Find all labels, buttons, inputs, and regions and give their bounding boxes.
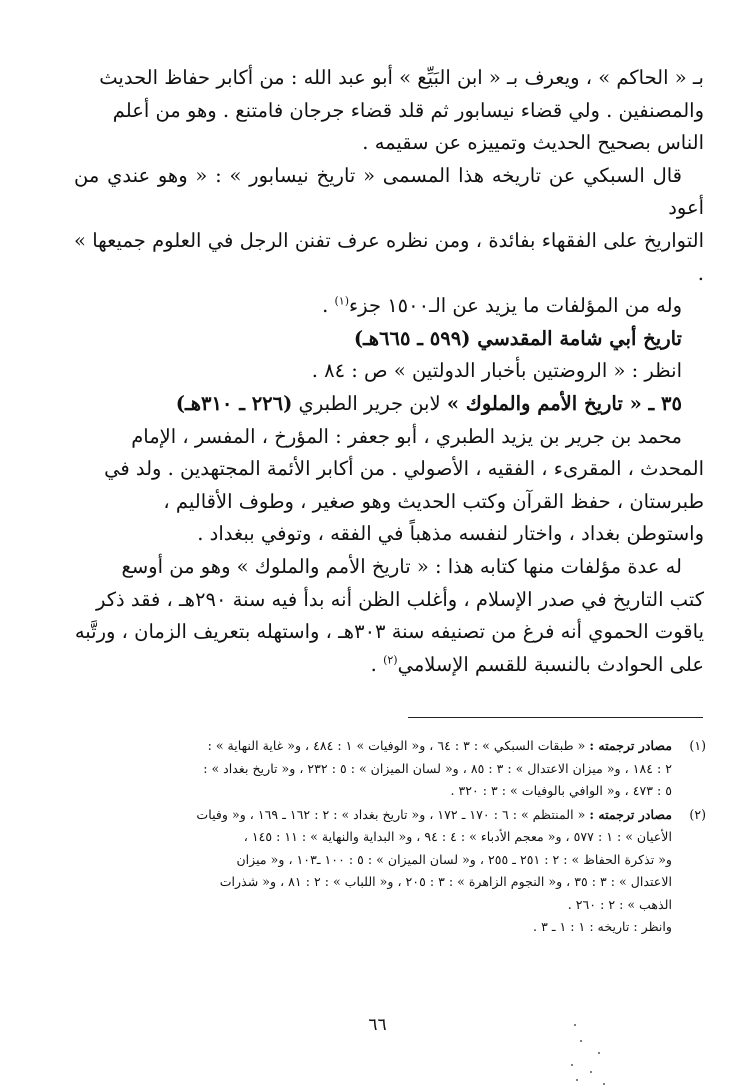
footnote-number: (١) [689, 738, 706, 753]
scan-speck [574, 1024, 576, 1026]
text-line: التواريخ على الفقهاء بفائدة ، ومن نظره عرف تفنن الرجل في العلوم جميعها » . [74, 228, 704, 285]
footnote-text: « طبقات السبكي » : ٣ : ٦٤ ، و« الوفيات » ١ : ٤٨٤ ، و« غاية النهاية » : [207, 738, 590, 753]
text-line: والمصنفين . ولي قضاء نيسابور ثم قلد قضاء جرجان فامتنع . وهو من أعلم [112, 98, 704, 122]
main-text [74, 62, 704, 681]
footnote-text: « المنتظم » : ٦ : ١٧٠ ـ ١٧٢ ، و« تاريخ بغداد » : ٢ : ١٦٢ ـ ١٦٩ ، و« وفيات [196, 806, 590, 822]
page-number: ٦٦ [368, 1015, 387, 1035]
scan-speck [590, 1071, 592, 1073]
works-text: وله من المؤلفات ما يزيد عن الـ١٥٠٠ جزء [349, 294, 682, 318]
footnote-2 [74, 804, 706, 939]
footnote-line: وانظر : تاريخه : ١ : ١ ـ ٣ . [533, 919, 672, 934]
tabari-heading-author: لابن جرير الطبري [292, 391, 447, 415]
tabari-heading-title: ٣٥ ـ « تاريخ الأمم والملوك » [446, 391, 682, 415]
text-line: الناس بصحيح الحديث وتمييزه عن سقيمه . [362, 131, 704, 155]
scan-speck [580, 1040, 582, 1042]
scan-speck [598, 1052, 600, 1054]
footnote-line: و« تذكرة الحفاظ » : ٢ : ٢٥١ ـ ٢٥٥ ، و« لسان الميزان » : ٥ : ١٠٠ ـ١٠٣ ، و« ميزان [236, 851, 672, 867]
footnote-line [74, 804, 672, 827]
text-line: واستوطن بغداد ، واختار لنفسه مذهباً في الفقه ، وتوفي ببغداد . [197, 522, 704, 546]
abu-shama-reference: انظر : « الروضتين بأخبار الدولتين » ص : ٨٤ . [311, 359, 682, 383]
abu-shama-heading: تاريخ أبي شامة المقدسي (٥٩٩ ـ ٦٦٥هـ) [353, 326, 682, 350]
text-line: له عدة مؤلفات منها كتابه هذا : « تاريخ الأمم والملوك » وهو من أوسع [121, 554, 682, 578]
footnote-ref-1: (١) [334, 294, 350, 308]
footnote-line: ٥ : ٤٧٣ ، و« الوافي بالوفيات » : ٣ : ٣٢٠ . [450, 783, 672, 798]
footnote-1 [74, 735, 706, 803]
footnote-line: الأعيان » : ١ : ٥٧٧ ، و« معجم الأدباء » : ٤ : ٩٤ ، و« البداية والنهاية » : ١١ : ١٤٥ ، [243, 829, 672, 844]
text-line: المحدث ، المقرىء ، الفقيه ، الأصولي . من أكابر الأئمة المجتهدين . ولد في [104, 457, 704, 481]
footnote-line: ٢ : ١٨٤ ، و« ميزان الاعتدال » : ٣ : ٨٥ ، و« لسان الميزان » : ٥ : ٢٣٢ ، و« تاريخ بغداد » : [203, 760, 672, 776]
footnote-divider [408, 717, 703, 718]
works-line [74, 290, 704, 323]
text-line [74, 649, 704, 682]
text-line: طبرستان ، حفظ القرآن وكتب الحديث وهو صغير ، وطوف الأقاليم ، [163, 489, 704, 513]
tabari-heading [74, 388, 704, 421]
tabari-heading-dates: (٢٢٦ ـ ٣١٠هـ) [175, 391, 293, 415]
footnote-line: الذهب » : ٢ : ٢٦٠ . [567, 896, 672, 912]
scan-speck [571, 1064, 573, 1066]
scan-speck [603, 1083, 605, 1085]
text-line: بـ « الحاكم » ، ويعرف بـ « ابن البَيِّع » أبو عبد الله : من أكابر حفاظ الحديث [99, 66, 704, 89]
footnote-line [74, 735, 672, 758]
footnote-ref-2: (٢) [383, 653, 398, 667]
footnote-label: مصادر ترجمته : [589, 738, 672, 753]
text-line: محمد بن جرير بن يزيد الطبري ، أبو جعفر : المؤرخ ، المفسر ، الإمام [131, 424, 682, 448]
text-line: قال السبكي عن تاريخه هذا المسمى « تاريخ نيسابور » : « وهو عندي من أعود [74, 163, 704, 220]
tabari-works-last-text: على الحوادث بالنسبة للقسم الإسلامي [397, 652, 704, 676]
footnote-label: مصادر ترجمته : [589, 806, 672, 822]
footnotes [74, 735, 706, 940]
scan-speck [576, 1079, 578, 1081]
footnote-line: الاعتدال » : ٣ : ٣٥ ، و« النجوم الزاهرة » : ٣ : ٢٠٥ ، و« اللباب » : ٢ : ٨١ ، و« شذرات [219, 874, 672, 889]
works-end: . [322, 294, 335, 318]
text-line: ياقوت الحموي أنه فرغ من تصنيفه سنة ٣٠٣هـ ، واستهله بتعريف الزمان ، ورتَّبه [74, 620, 704, 644]
footnote-number: (٢) [689, 806, 706, 822]
text-line: كتب التاريخ في صدر الإسلام ، وأغلب الظن أنه بدأ فيه سنة ٢٩٠هـ ، فقد ذكر [96, 587, 704, 611]
tabari-works-last-end: . [370, 652, 384, 676]
